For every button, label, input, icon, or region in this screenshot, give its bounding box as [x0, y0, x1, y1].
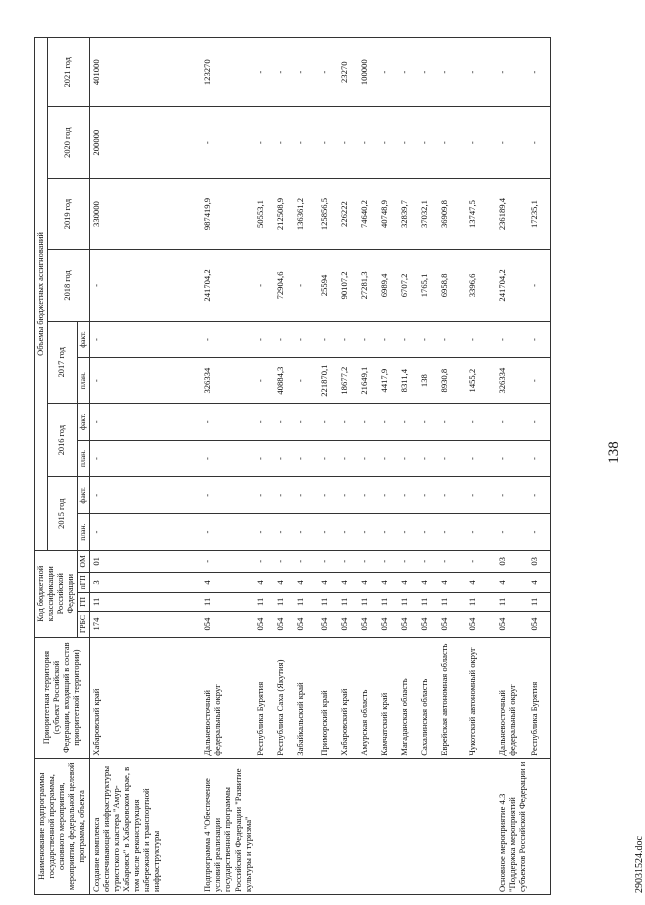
- cell-gp: 11: [438, 593, 466, 611]
- cell-f16: -: [398, 403, 418, 440]
- cell-grbs: 054: [418, 611, 438, 637]
- cell-p17: 8311,4: [398, 358, 418, 403]
- cell-f16: -: [418, 403, 438, 440]
- table-row: [201, 38, 254, 895]
- cell-om: -: [466, 550, 496, 572]
- cell-y20: -: [418, 107, 438, 178]
- cell-pgp: 4: [378, 572, 398, 593]
- cell-p16: -: [274, 440, 294, 477]
- cell-p16: -: [378, 440, 398, 477]
- table-row: [254, 38, 274, 895]
- cell-p15: -: [274, 514, 294, 551]
- cell-om: -: [274, 550, 294, 572]
- cell-p17: 221870,1: [318, 358, 338, 403]
- cell-grbs: 054: [358, 611, 378, 637]
- cell-p15: -: [201, 514, 254, 551]
- cell-f17: -: [358, 321, 378, 358]
- cell-f15: -: [466, 477, 496, 514]
- cell-p17: -: [89, 358, 201, 403]
- cell-y20: -: [398, 107, 418, 178]
- cell-om: 01: [89, 550, 201, 572]
- cell-y21: -: [528, 38, 550, 107]
- cell-pgp: 4: [274, 572, 294, 593]
- table-row: [89, 38, 201, 895]
- cell-f17: -: [418, 321, 438, 358]
- cell-y20: -: [274, 107, 294, 178]
- cell-p16: -: [496, 440, 528, 477]
- cell-name: [274, 758, 294, 894]
- header-2021: 2021 год: [47, 38, 89, 107]
- cell-gp: 11: [89, 593, 201, 611]
- file-name: 29031524.doc: [634, 836, 645, 893]
- cell-p16: -: [89, 440, 201, 477]
- header-territory: Приоритетная территория (субъект Российской Федерации, входящий в состав приоритетной территории): [35, 637, 90, 758]
- cell-y19: 74640,2: [358, 178, 378, 249]
- cell-om: -: [201, 550, 254, 572]
- cell-y21: -: [496, 38, 528, 107]
- cell-p16: -: [254, 440, 274, 477]
- cell-f15: -: [274, 477, 294, 514]
- cell-pgp: 4: [398, 572, 418, 593]
- cell-name: [418, 758, 438, 894]
- cell-f17: -: [496, 321, 528, 358]
- cell-f16: -: [89, 403, 201, 440]
- cell-y18: 90107,2: [338, 250, 358, 321]
- cell-f15: -: [338, 477, 358, 514]
- table-row: [398, 38, 418, 895]
- cell-om: -: [418, 550, 438, 572]
- cell-grbs: 054: [438, 611, 466, 637]
- cell-y18: -: [294, 250, 318, 321]
- cell-p16: -: [318, 440, 338, 477]
- cell-gp: 11: [378, 593, 398, 611]
- cell-f16: -: [318, 403, 338, 440]
- cell-p17: 326334: [201, 358, 254, 403]
- table-row: [338, 38, 358, 895]
- cell-p15: -: [418, 514, 438, 551]
- cell-p17: 40884,3: [274, 358, 294, 403]
- cell-y18: 241704,2: [201, 250, 254, 321]
- cell-y20: -: [528, 107, 550, 178]
- header-grbs: ГРБС: [77, 611, 89, 637]
- cell-f15: -: [89, 477, 201, 514]
- cell-f16: -: [294, 403, 318, 440]
- header-2018: 2018 год: [47, 250, 89, 321]
- cell-gp: 11: [318, 593, 338, 611]
- cell-gp: 11: [294, 593, 318, 611]
- cell-p17: -: [254, 358, 274, 403]
- cell-f16: -: [201, 403, 254, 440]
- cell-pgp: 4: [528, 572, 550, 593]
- cell-name: [528, 758, 550, 894]
- cell-p15: -: [438, 514, 466, 551]
- cell-grbs: 054: [274, 611, 294, 637]
- cell-f17: -: [318, 321, 338, 358]
- cell-f16: -: [528, 403, 550, 440]
- cell-f17: -: [528, 321, 550, 358]
- cell-f16: -: [378, 403, 398, 440]
- cell-territory: Дальневосточный федеральный округ: [496, 637, 528, 758]
- cell-p15: -: [89, 514, 201, 551]
- cell-territory: Чукотский автономный округ: [466, 637, 496, 758]
- cell-om: -: [254, 550, 274, 572]
- cell-name: [466, 758, 496, 894]
- cell-p17: 8930,8: [438, 358, 466, 403]
- cell-y18: -: [528, 250, 550, 321]
- cell-f15: -: [378, 477, 398, 514]
- cell-om: 03: [496, 550, 528, 572]
- cell-grbs: 054: [378, 611, 398, 637]
- cell-pgp: 4: [358, 572, 378, 593]
- cell-pgp: 4: [496, 572, 528, 593]
- cell-name: [318, 758, 338, 894]
- cell-y20: -: [466, 107, 496, 178]
- cell-territory: Камчатский край: [378, 637, 398, 758]
- cell-y20: -: [201, 107, 254, 178]
- cell-territory: Еврейская автономная область: [438, 637, 466, 758]
- cell-f17: -: [338, 321, 358, 358]
- cell-p15: -: [358, 514, 378, 551]
- cell-gp: 11: [358, 593, 378, 611]
- cell-name: [358, 758, 378, 894]
- cell-p16: -: [398, 440, 418, 477]
- cell-gp: 11: [338, 593, 358, 611]
- cell-om: -: [398, 550, 418, 572]
- cell-om: -: [358, 550, 378, 572]
- table-row: [318, 38, 338, 895]
- cell-p17: 138: [418, 358, 438, 403]
- cell-grbs: 054: [201, 611, 254, 637]
- cell-y21: -: [398, 38, 418, 107]
- cell-y18: 6958,8: [438, 250, 466, 321]
- cell-grbs: 054: [496, 611, 528, 637]
- cell-territory: Дальневосточный федеральный округ: [201, 637, 254, 758]
- cell-y21: -: [254, 38, 274, 107]
- cell-f16: -: [466, 403, 496, 440]
- cell-y20: -: [496, 107, 528, 178]
- cell-grbs: 054: [398, 611, 418, 637]
- cell-p15: -: [496, 514, 528, 551]
- cell-f17: -: [378, 321, 398, 358]
- header-pgp: пГП: [77, 572, 89, 593]
- header-plan-2017: план.: [77, 358, 89, 403]
- cell-y20: -: [438, 107, 466, 178]
- cell-y19: 50553,1: [254, 178, 274, 249]
- cell-name: Подпрограмма 4 "Обеспечение условий реализации государственной программы Российской Федерации "Развитие культуры и туризма": [201, 758, 254, 894]
- cell-gp: 11: [274, 593, 294, 611]
- cell-y18: 3396,6: [466, 250, 496, 321]
- cell-y21: -: [318, 38, 338, 107]
- cell-pgp: 4: [254, 572, 274, 593]
- cell-p17: 326334: [496, 358, 528, 403]
- cell-f15: -: [496, 477, 528, 514]
- cell-f17: -: [294, 321, 318, 358]
- cell-pgp: 4: [466, 572, 496, 593]
- cell-y19: 40748,9: [378, 178, 398, 249]
- cell-f17: -: [438, 321, 466, 358]
- table-row: [466, 38, 496, 895]
- cell-p15: -: [528, 514, 550, 551]
- header-fact-2016: факт.: [77, 403, 89, 440]
- cell-gp: 11: [254, 593, 274, 611]
- table-row: [294, 38, 318, 895]
- cell-y21: 23270: [338, 38, 358, 107]
- cell-name: [294, 758, 318, 894]
- cell-p15: -: [378, 514, 398, 551]
- cell-name: [398, 758, 418, 894]
- cell-y18: 241704,2: [496, 250, 528, 321]
- cell-om: -: [294, 550, 318, 572]
- cell-om: -: [438, 550, 466, 572]
- cell-gp: 11: [466, 593, 496, 611]
- cell-y19: 136361,2: [294, 178, 318, 249]
- cell-y20: -: [294, 107, 318, 178]
- cell-f15: -: [528, 477, 550, 514]
- budget-table: [34, 37, 551, 895]
- cell-p15: -: [398, 514, 418, 551]
- cell-y20: -: [378, 107, 398, 178]
- cell-pgp: 4: [418, 572, 438, 593]
- cell-p17: 21649,1: [358, 358, 378, 403]
- header-fact-2017: факт.: [77, 321, 89, 358]
- cell-p16: -: [294, 440, 318, 477]
- cell-f15: -: [201, 477, 254, 514]
- cell-y19: 32839,7: [398, 178, 418, 249]
- cell-f16: -: [358, 403, 378, 440]
- table-row: [496, 38, 528, 895]
- cell-f15: -: [438, 477, 466, 514]
- cell-pgp: 4: [338, 572, 358, 593]
- cell-y19: 13747,5: [466, 178, 496, 249]
- header-gp: ГП: [77, 593, 89, 611]
- cell-territory: Республика Бурятия: [254, 637, 274, 758]
- cell-y21: -: [378, 38, 398, 107]
- cell-f15: -: [294, 477, 318, 514]
- table-row: [418, 38, 438, 895]
- cell-f16: -: [254, 403, 274, 440]
- cell-p17: 1455,2: [466, 358, 496, 403]
- cell-pgp: 4: [201, 572, 254, 593]
- cell-grbs: 054: [528, 611, 550, 637]
- cell-p16: -: [358, 440, 378, 477]
- header-fact-2015: факт.: [77, 477, 89, 514]
- cell-name: Создание комплекса обеспечивающей инфраструктуры туристского кластера "Амур-Хабаровск" в Хабаровском крае, в том числе реконструкция набережной и транспортной инфраструктуры: [89, 758, 201, 894]
- cell-f17: -: [274, 321, 294, 358]
- cell-f17: -: [466, 321, 496, 358]
- cell-pgp: 4: [318, 572, 338, 593]
- cell-y20: -: [338, 107, 358, 178]
- cell-y19: 125856,5: [318, 178, 338, 249]
- cell-pgp: 3: [89, 572, 201, 593]
- cell-p15: -: [294, 514, 318, 551]
- cell-y19: 36909,8: [438, 178, 466, 249]
- cell-name: Основное мероприятие 4.3 "Поддержка мероприятий субъектов Российской Федерации и: [496, 758, 528, 894]
- cell-y21: -: [418, 38, 438, 107]
- cell-p16: -: [466, 440, 496, 477]
- cell-territory: Республика Бурятия: [528, 637, 550, 758]
- cell-p16: -: [438, 440, 466, 477]
- cell-grbs: 054: [254, 611, 274, 637]
- cell-p17: -: [294, 358, 318, 403]
- cell-y21: -: [438, 38, 466, 107]
- header-volume-group: Объемы бюджетных ассигнований: [35, 38, 48, 551]
- cell-territory: Магаданская область: [398, 637, 418, 758]
- cell-gp: 11: [528, 593, 550, 611]
- cell-p17: -: [528, 358, 550, 403]
- cell-f17: -: [254, 321, 274, 358]
- cell-f15: -: [254, 477, 274, 514]
- cell-y19: 330000: [89, 178, 201, 249]
- cell-y21: 401000: [89, 38, 201, 107]
- cell-p15: -: [318, 514, 338, 551]
- cell-gp: 11: [398, 593, 418, 611]
- cell-y18: 25594: [318, 250, 338, 321]
- cell-gp: 11: [201, 593, 254, 611]
- cell-territory: Забайкальский край: [294, 637, 318, 758]
- cell-y18: -: [254, 250, 274, 321]
- cell-y21: 123270: [201, 38, 254, 107]
- cell-om: 03: [528, 550, 550, 572]
- cell-y19: 212508,9: [274, 178, 294, 249]
- header-plan-2015: план.: [77, 514, 89, 551]
- cell-f17: -: [89, 321, 201, 358]
- cell-f16: -: [274, 403, 294, 440]
- cell-y18: 1765,1: [418, 250, 438, 321]
- header-2020: 2020 год: [47, 107, 89, 178]
- cell-y18: 72904,6: [274, 250, 294, 321]
- cell-p17: 4417,9: [378, 358, 398, 403]
- cell-territory: Амурская область: [358, 637, 378, 758]
- cell-y18: 6707,2: [398, 250, 418, 321]
- header-2015: 2015 год: [47, 477, 77, 551]
- table-row: [358, 38, 378, 895]
- cell-name: [254, 758, 274, 894]
- cell-p16: -: [528, 440, 550, 477]
- cell-y18: -: [89, 250, 201, 321]
- cell-f16: -: [338, 403, 358, 440]
- header-2016: 2016 год: [47, 403, 77, 477]
- cell-grbs: 174: [89, 611, 201, 637]
- cell-pgp: 4: [294, 572, 318, 593]
- cell-f16: -: [496, 403, 528, 440]
- header-om: ОМ: [77, 550, 89, 572]
- header-name: Наименование подпрограммы государственной программы, основного мероприятия, мероприятия, федеральной целевой программы, объекта: [35, 758, 90, 894]
- cell-f15: -: [318, 477, 338, 514]
- table-row: [438, 38, 466, 895]
- cell-y21: -: [466, 38, 496, 107]
- cell-f17: -: [201, 321, 254, 358]
- cell-grbs: 054: [466, 611, 496, 637]
- page-number: 138: [606, 441, 622, 464]
- cell-y18: 6989,4: [378, 250, 398, 321]
- cell-y19: 226222: [338, 178, 358, 249]
- cell-y21: 100000: [358, 38, 378, 107]
- cell-f17: -: [398, 321, 418, 358]
- cell-y20: 200000: [89, 107, 201, 178]
- cell-y19: 236189,4: [496, 178, 528, 249]
- cell-y19: 17235,1: [528, 178, 550, 249]
- cell-f15: -: [398, 477, 418, 514]
- cell-territory: Хабаровский край: [338, 637, 358, 758]
- cell-y20: -: [358, 107, 378, 178]
- table-row: [378, 38, 398, 895]
- cell-om: -: [318, 550, 338, 572]
- cell-f15: -: [358, 477, 378, 514]
- cell-p16: -: [418, 440, 438, 477]
- cell-pgp: 4: [438, 572, 466, 593]
- cell-name: [378, 758, 398, 894]
- cell-y21: -: [274, 38, 294, 107]
- cell-territory: Хабаровский край: [89, 637, 201, 758]
- cell-territory: Сахалинская область: [418, 637, 438, 758]
- cell-p16: -: [201, 440, 254, 477]
- cell-f15: -: [418, 477, 438, 514]
- cell-territory: Республика Саха (Якутия): [274, 637, 294, 758]
- header-code-group: Код бюджетной классификации Российской Федерации: [35, 550, 78, 637]
- cell-y21: -: [294, 38, 318, 107]
- cell-name: [338, 758, 358, 894]
- cell-y20: -: [254, 107, 274, 178]
- cell-om: -: [378, 550, 398, 572]
- cell-p16: -: [338, 440, 358, 477]
- cell-grbs: 054: [318, 611, 338, 637]
- table-row: [274, 38, 294, 895]
- cell-grbs: 054: [294, 611, 318, 637]
- cell-y19: 987419,9: [201, 178, 254, 249]
- cell-y18: 27281,3: [358, 250, 378, 321]
- cell-p15: -: [466, 514, 496, 551]
- cell-gp: 11: [418, 593, 438, 611]
- table-row: [528, 38, 550, 895]
- header-2017: 2017 год: [47, 321, 77, 403]
- cell-om: -: [338, 550, 358, 572]
- cell-y20: -: [318, 107, 338, 178]
- cell-gp: 11: [496, 593, 528, 611]
- cell-grbs: 054: [338, 611, 358, 637]
- cell-y19: 37032,1: [418, 178, 438, 249]
- header-2019: 2019 год: [47, 178, 89, 249]
- cell-p15: -: [338, 514, 358, 551]
- cell-p15: -: [254, 514, 274, 551]
- cell-f16: -: [438, 403, 466, 440]
- cell-name: [438, 758, 466, 894]
- cell-territory: Приморский край: [318, 637, 338, 758]
- header-plan-2016: план.: [77, 440, 89, 477]
- cell-p17: 18677,2: [338, 358, 358, 403]
